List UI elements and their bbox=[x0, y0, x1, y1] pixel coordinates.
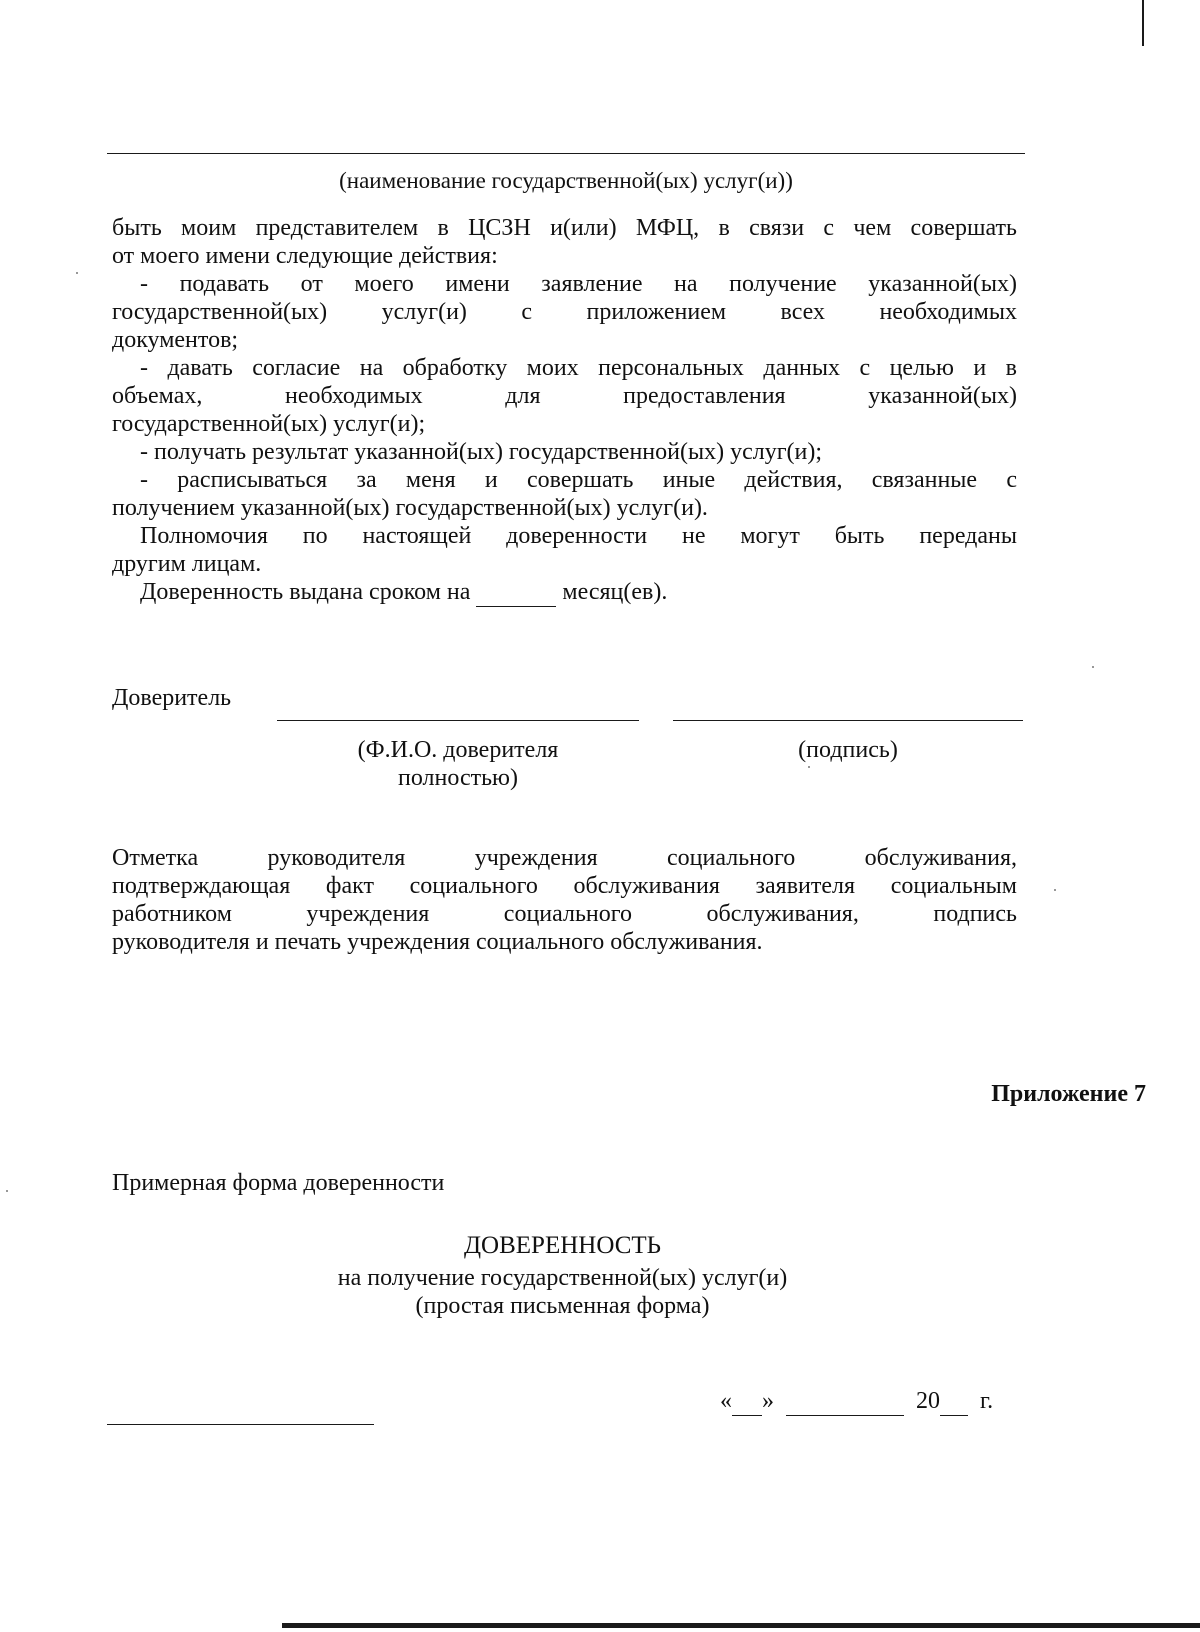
date-close-quote: » bbox=[762, 1388, 774, 1414]
term-months-blank bbox=[476, 578, 556, 607]
date-year-blank bbox=[940, 1387, 968, 1416]
social-mark-line: работником учреждения социального обслуживания, подпись bbox=[112, 901, 1017, 927]
scan-edge-bottom bbox=[282, 1623, 1200, 1628]
paragraph-line: - получать результат указанной(ых) государственной(ых) услуг(и); bbox=[140, 439, 823, 465]
paragraph-line: государственной(ых) услуг(и); bbox=[112, 411, 426, 437]
scan-speck bbox=[6, 1190, 8, 1192]
principal-label: Доверитель bbox=[112, 685, 232, 711]
service-name-caption: (наименование государственной(ых) услуг(и)) bbox=[339, 168, 793, 193]
paragraph-line: - подавать от моего имени заявление на получение указанной(ых) bbox=[140, 271, 1017, 297]
paragraph-line: Полномочия по настоящей доверенности не могут быть переданы bbox=[140, 523, 1017, 549]
date-open-quote: « bbox=[720, 1388, 732, 1414]
fio-caption bbox=[277, 736, 639, 792]
term-suffix: месяц(ев). bbox=[562, 579, 668, 605]
term-prefix: Доверенность выдана сроком на bbox=[140, 579, 471, 605]
doc-form-type: (простая письменная форма) bbox=[415, 1293, 710, 1319]
paragraph-line: другим лицам. bbox=[112, 551, 262, 577]
signature-caption: (подпись) bbox=[798, 737, 898, 763]
social-mark-line: Отметка руководителя учреждения социального обслуживания, bbox=[112, 845, 1017, 871]
scan-edge-top bbox=[1142, 0, 1144, 46]
social-mark-line: руководителя и печать учреждения социального обслуживания. bbox=[112, 929, 763, 955]
date-day-blank bbox=[732, 1387, 762, 1416]
scan-speck bbox=[1092, 666, 1094, 668]
scan-speck bbox=[76, 272, 78, 274]
date-year-prefix: 20 bbox=[916, 1388, 940, 1414]
doc-subtitle: на получение государственной(ых) услуг(и) bbox=[337, 1265, 788, 1291]
date-line bbox=[720, 1387, 993, 1416]
form-label: Примерная форма доверенности bbox=[112, 1170, 445, 1196]
fio-caption-line2: полностью) bbox=[398, 765, 518, 791]
scan-speck bbox=[808, 766, 810, 768]
doc-title: ДОВЕРЕННОСТЬ bbox=[464, 1232, 661, 1259]
date-year-suffix: г. bbox=[980, 1388, 994, 1414]
appendix-label: Приложение 7 bbox=[991, 1081, 1146, 1107]
principal-signature-line bbox=[673, 720, 1023, 721]
term-line bbox=[112, 578, 1017, 607]
paragraph-line: - давать согласие на обработку моих персональных данных с целью и в bbox=[140, 355, 1017, 381]
fio-caption-line1: (Ф.И.О. доверителя bbox=[357, 737, 559, 763]
powers-paragraph bbox=[112, 214, 1017, 607]
scan-speck bbox=[1054, 889, 1056, 891]
paragraph-line: государственной(ых) услуг(и) с приложением всех необходимых bbox=[112, 299, 1017, 325]
social-mark-paragraph bbox=[112, 844, 1017, 956]
principal-fio-line bbox=[277, 720, 639, 721]
service-name-line bbox=[107, 153, 1025, 154]
paragraph-line: документов; bbox=[112, 327, 239, 353]
paragraph-line: - расписываться за меня и совершать иные действия, связанные с bbox=[140, 467, 1017, 493]
social-mark-line: подтверждающая факт социального обслуживания заявителя социальным bbox=[112, 873, 1017, 899]
date-month-blank bbox=[786, 1387, 904, 1416]
paragraph-line: получением указанной(ых) государственной(ых) услуг(и). bbox=[112, 495, 708, 521]
place-line bbox=[107, 1424, 374, 1425]
paragraph-line: объемах, необходимых для предоставления указанной(ых) bbox=[112, 383, 1017, 409]
paragraph-line: от моего имени следующие действия: bbox=[112, 243, 498, 269]
paragraph-line: быть моим представителем в ЦСЗН и(или) МФЦ, в связи с чем совершать bbox=[112, 215, 1017, 241]
